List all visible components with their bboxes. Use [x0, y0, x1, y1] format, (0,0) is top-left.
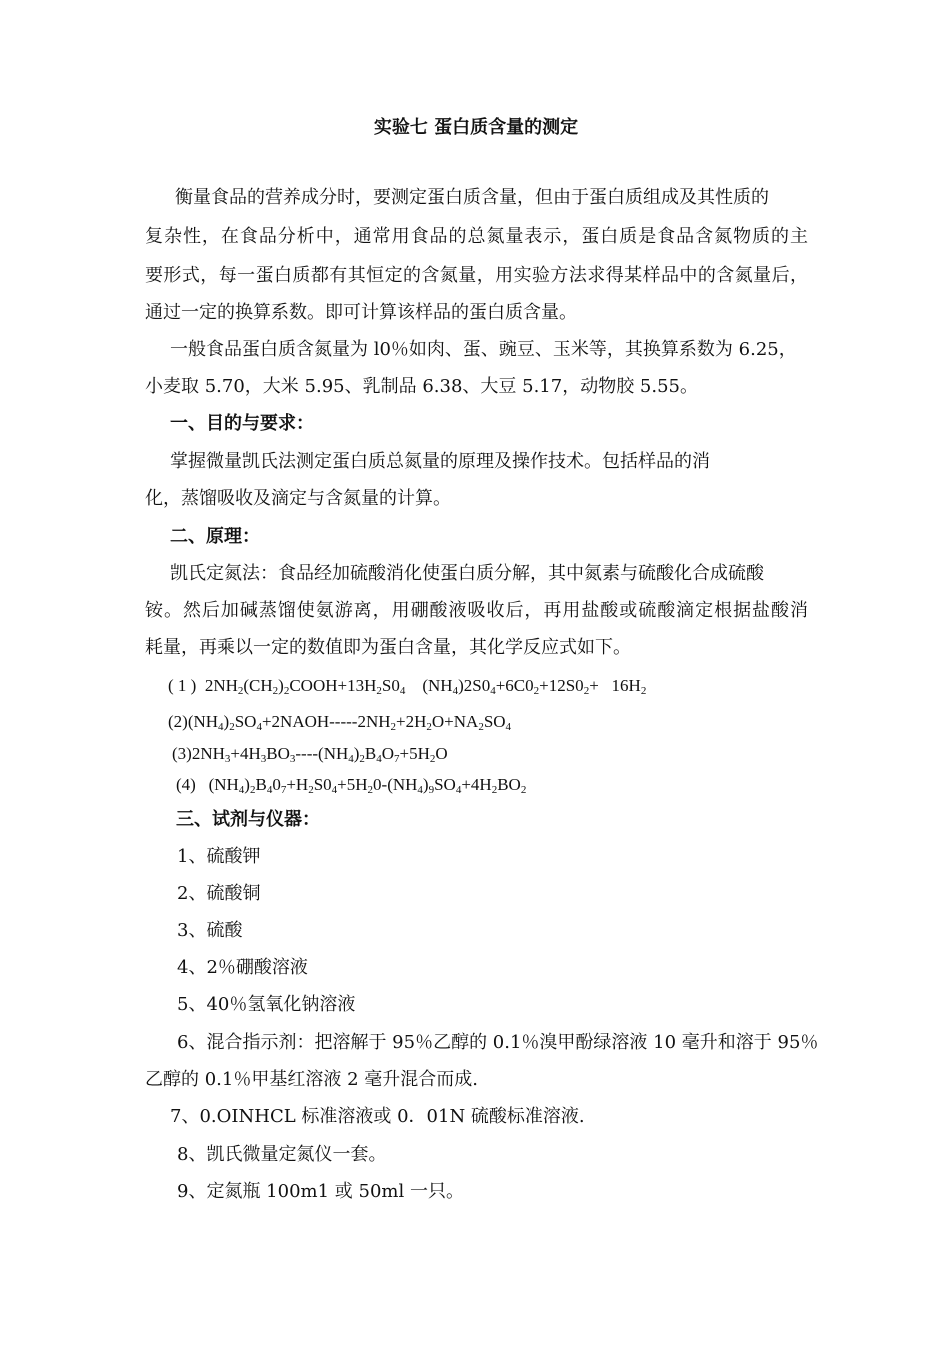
section-heading-principle: 二、原理： [170, 526, 260, 547]
intro-line-6: 小麦取 5.70，大米 5.95、乳制品 6.38、大豆 5.17，动物胶 5.55。 [145, 376, 698, 397]
formula-2-label: (2) [168, 712, 188, 731]
reagent-item-9: 9、定氮瓶 100m1 或 50ml 一只。 [177, 1181, 464, 1202]
principle-line-3: 耗量，再乘以一定的数值即为蛋白含量，其化学反应式如下。 [145, 637, 631, 658]
reagent-item-5: 5、40％氢氧化钠溶液 [177, 994, 356, 1015]
intro-line-1: 衡量食品的营养成分时，要测定蛋白质含量，但由于蛋白质组成及其性质的 [175, 187, 769, 208]
intro-line-2: 复杂性，在食品分析中，通常用食品的总氮量表示，蛋白质是食品含氮物质的主 [145, 226, 808, 247]
principle-line-1: 凯氏定氮法：食品经加硫酸消化使蛋白质分解，其中氮素与硫酸化合成硫酸 [170, 563, 764, 584]
section-heading-reagents: 三、试剂与仪器： [176, 809, 320, 830]
reagent-item-8: 8、凯氏微量定氮仪一套。 [177, 1144, 387, 1165]
reagent-item-6-line-1: 6、混合指示剂：把溶解于 95％乙醇的 0.1％溴甲酚绿溶液 10 毫升和溶于 95％ [177, 1032, 819, 1053]
purpose-line-2: 化，蒸馏吸收及滴定与含氮量的计算。 [145, 488, 451, 509]
section-heading-purpose: 一、目的与要求： [170, 413, 314, 434]
reagent-item-4: 4、2％硼酸溶液 [177, 957, 308, 978]
formula-1-label: ( 1 ) [168, 676, 197, 695]
reagent-item-3: 3、硫酸 [177, 920, 243, 941]
principle-line-2: 铵。然后加碱蒸馏使氨游离，用硼酸液吸收后，再用盐酸或硫酸滴定根据盐酸消 [145, 600, 808, 621]
reagent-item-6-line-2: 乙醇的 0.1％甲基红溶液 2 毫升混合而成. [145, 1069, 478, 1090]
intro-line-4: 通过一定的换算系数。即可计算该样品的蛋白质含量。 [145, 302, 577, 323]
formula-4-label: (4) [176, 775, 196, 794]
intro-line-3: 要形式，每一蛋白质都有其恒定的含氮量，用实验方法求得某样品中的含氮量后， [145, 265, 808, 286]
page-title: 实验七 蛋白质含量的测定 [373, 117, 579, 138]
reagent-item-7: 7、0.OINHCL 标准溶液或 0．01N 硫酸标准溶液. [170, 1106, 585, 1127]
reagent-item-1: 1、硫酸钾 [177, 846, 261, 867]
intro-line-5: 一般食品蛋白质含氮量为 l0％如肉、蛋、豌豆、玉米等，其换算系数为 6.25， [170, 339, 797, 360]
formula-2: $(2)(NH_4)_2SO_4+2NAOH-----2NH_2+2H_2O+NA_2SO_4$ [168, 712, 512, 733]
reagent-item-2: 2、硫酸铜 [177, 883, 261, 904]
formula-1: ( 1 ) $2NH_2(CH_2)_2COOH+13H_2S0_4$ $(NH_4)2S0_4+6C0_2+12S0_2+ 16H_2$ [168, 676, 647, 697]
formula-4: (4) $(NH_4)_2B_40_7+H_2S0_4+5H_20-(NH_4)_9SO_4+4H_2BO_2$ [176, 775, 527, 796]
formula-3: $(3)2NH_3+4H_3BO_3----(NH_4)_2B_4O_7+5H_2O$ [172, 744, 448, 765]
formula-3-label: (3) [172, 744, 192, 763]
purpose-line-1: 掌握微量凯氏法测定蛋白质总氮量的原理及操作技术。包括样品的消 [170, 451, 710, 472]
